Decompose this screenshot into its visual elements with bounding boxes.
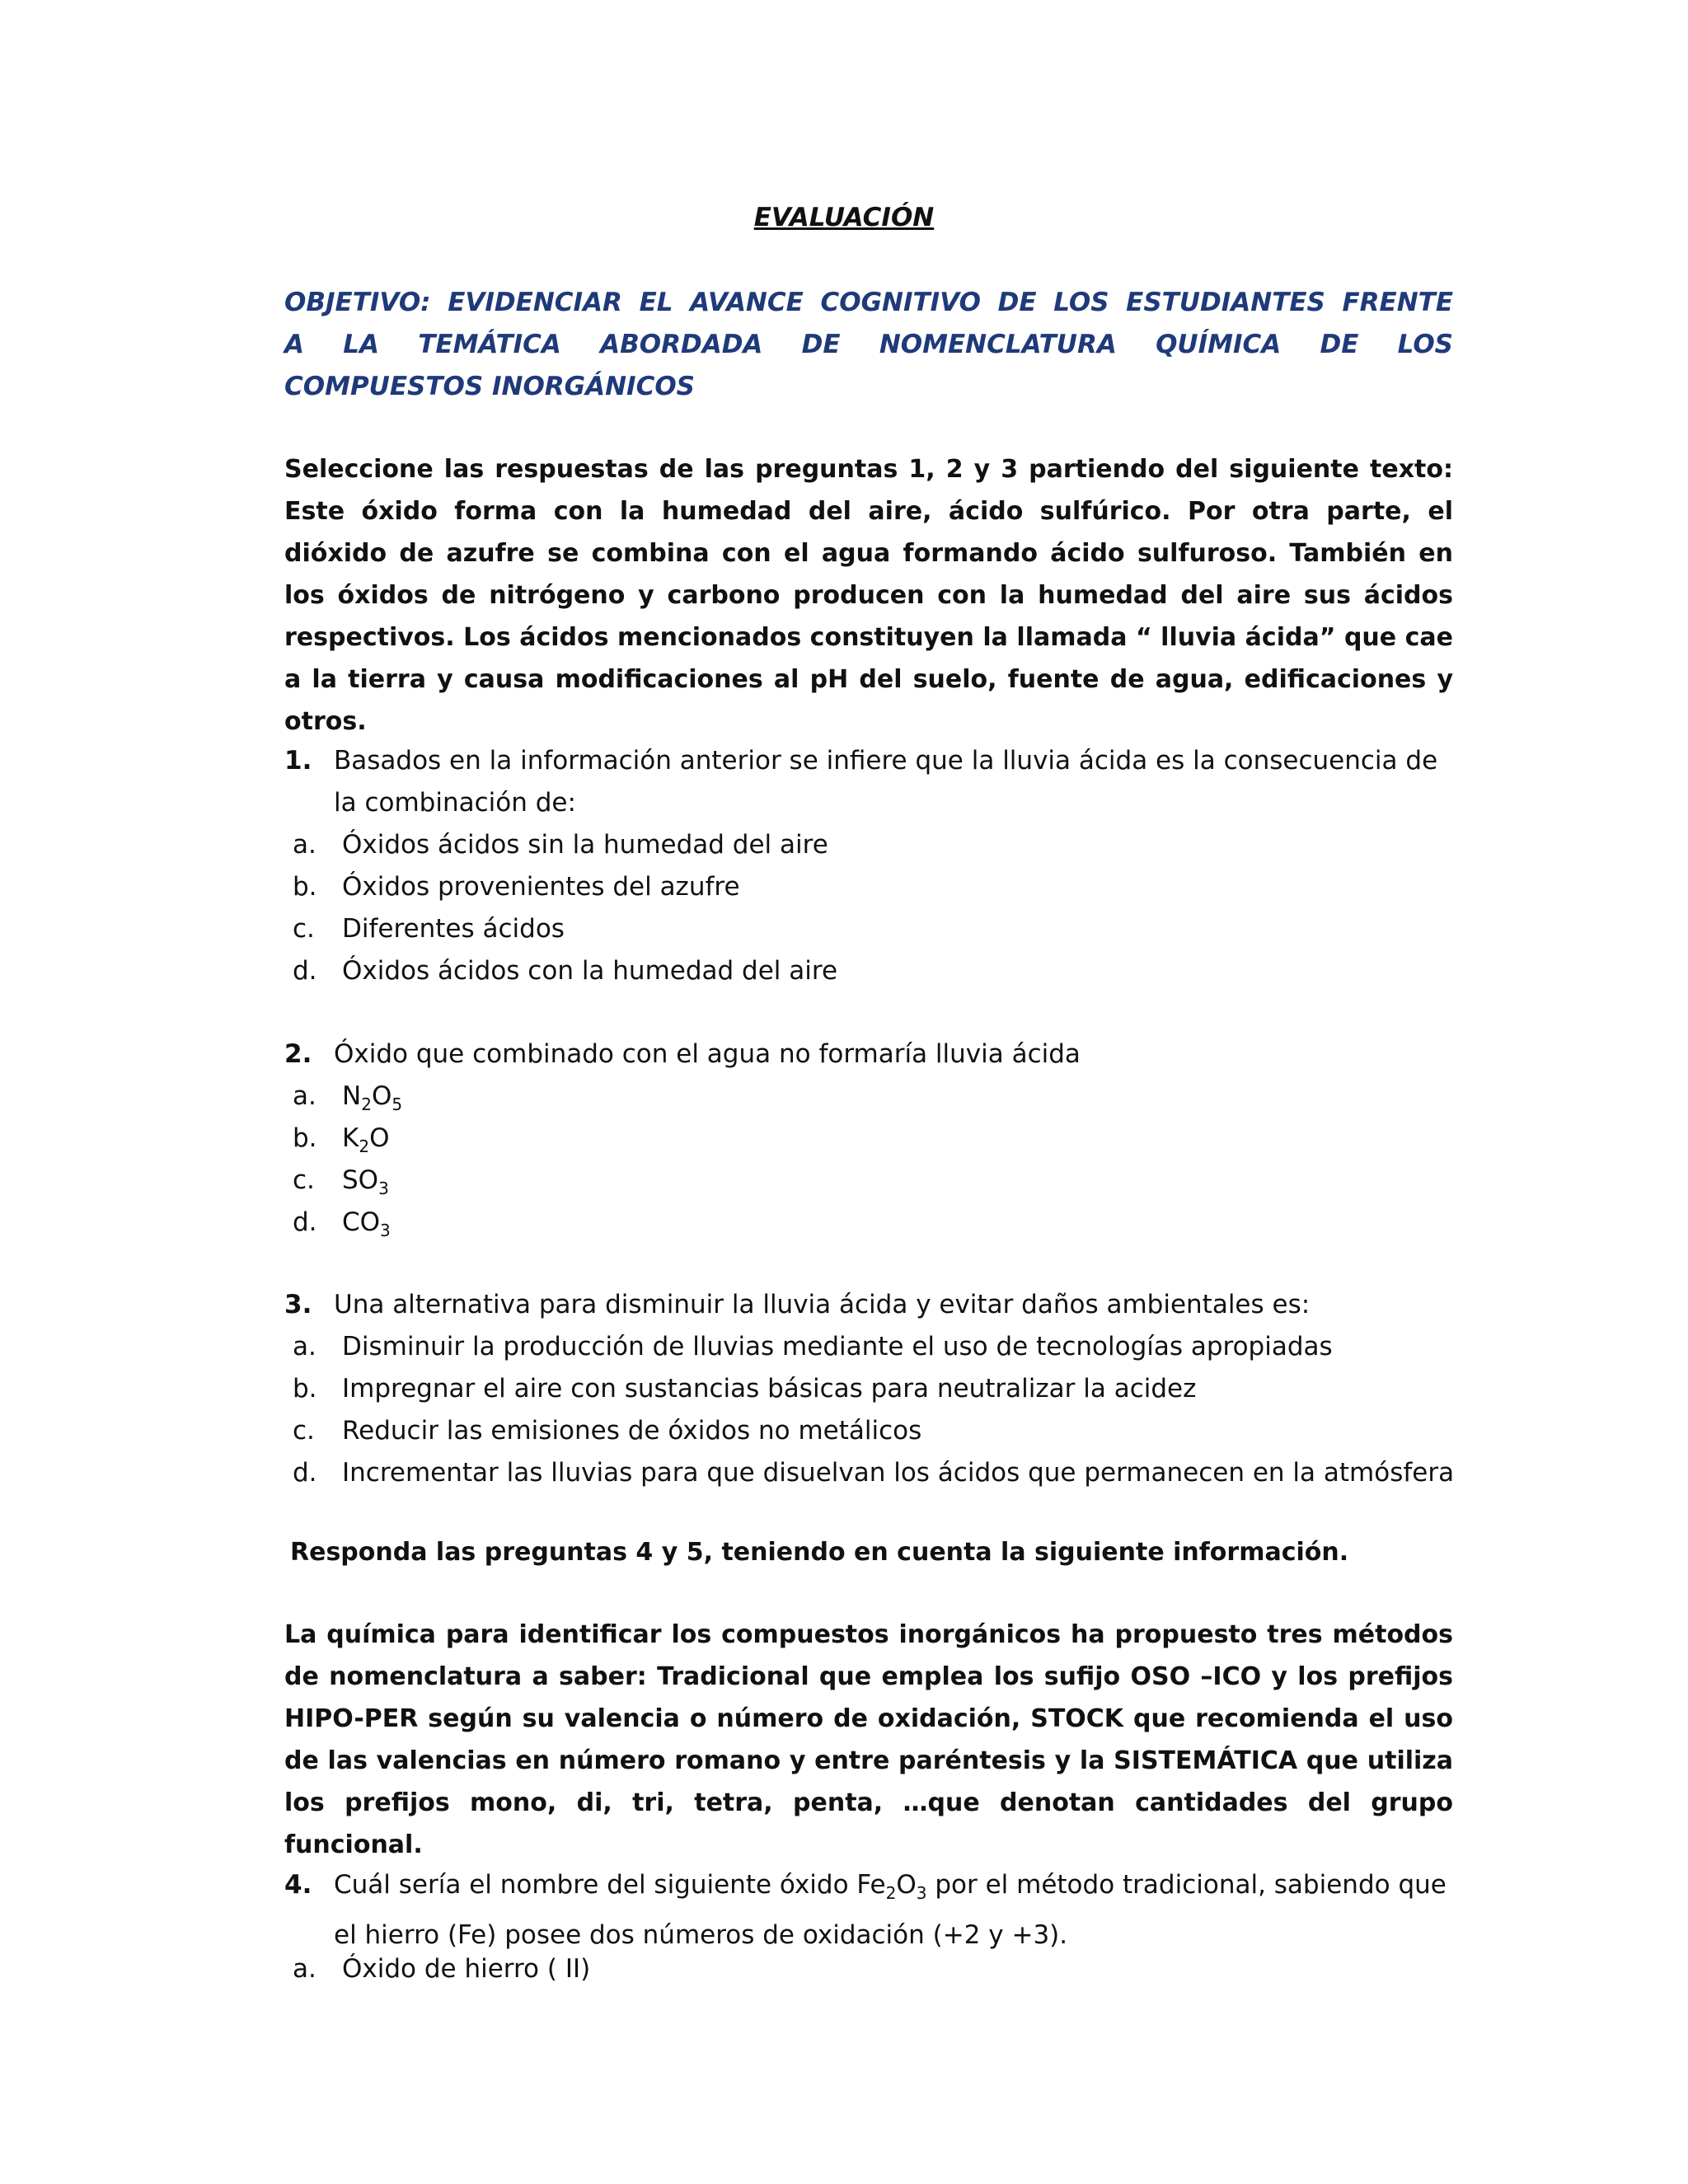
question-2 <box>284 1033 1455 1076</box>
option-text: Incrementar las lluvias para que disuelvan los ácidos que permanecen en la atmósfera <box>342 1458 1455 1488</box>
question-4 <box>284 1864 1455 1957</box>
reading-passage-2: La química para identificar los compuestos inorgánicos ha propuesto tres métodos de nomenclatura a saber: Tradicional que emplea los sufijo OSO –ICO y los prefijos HIPO-PER según su valencia o número de oxidación, STOCK que recomienda el uso de las valencias en número romano y entre paréntesis y la SISTEMÁTICA que utiliza los prefijos mono, di, tri, tetra, penta, …que denotan cantidades del grupo funcional. <box>284 1620 1453 1859</box>
option-letter: d. <box>293 1207 317 1237</box>
question-text: Basados en la información anterior se infiere que la lluvia ácida es la consecuencia de la combinación de: <box>334 746 1438 818</box>
answer-option[interactable] <box>293 1452 1463 1494</box>
page-title: EVALUACIÓN <box>753 203 935 232</box>
option-text: Impregnar el aire con sustancias básicas para neutralizar la acidez <box>342 1374 1197 1404</box>
objective-line: COMPUESTOS INORGÁNICOS <box>284 372 696 401</box>
option-text: Óxidos ácidos con la humedad del aire <box>342 956 838 986</box>
answer-option[interactable] <box>293 1326 1463 1368</box>
option-letter: b. <box>293 1123 317 1153</box>
question-3-options <box>293 1326 1463 1494</box>
question-number: 4. <box>284 1870 312 1900</box>
option-letter: d. <box>293 956 317 986</box>
chemical-formula: $N_2O_5$ <box>342 1081 403 1115</box>
option-text: Disminuir la producción de lluvias mediante el uso de tecnologías apropiadas <box>342 1332 1333 1361</box>
chemical-formula: $SO_3$ <box>342 1165 389 1199</box>
question-number: 2. <box>284 1039 312 1069</box>
question-text: Una alternativa para disminuir la lluvia ácida y evitar daños ambientales es: <box>334 1290 1311 1319</box>
answer-option[interactable] <box>293 1410 1463 1452</box>
answer-option[interactable] <box>293 1948 1463 1990</box>
option-letter: c. <box>293 1416 315 1446</box>
question-2-options <box>293 1076 1463 1244</box>
question-1-options <box>293 824 1463 992</box>
option-letter: a. <box>293 1081 316 1111</box>
question-number: 3. <box>284 1290 312 1319</box>
answer-option[interactable] <box>293 908 1463 950</box>
answer-option[interactable] <box>293 950 1463 992</box>
objective-line: A LA TEMÁTICA ABORDADA DE NOMENCLATURA QUÍMICA DE LOS <box>284 330 1453 359</box>
question-number: 1. <box>284 746 312 776</box>
answer-option[interactable] <box>293 1076 1463 1118</box>
chemical-formula: $CO_3$ <box>342 1207 391 1241</box>
option-letter: a. <box>293 830 316 860</box>
option-letter: a. <box>293 1332 316 1361</box>
option-text: Óxidos ácidos sin la humedad del aire <box>342 830 828 860</box>
answer-option[interactable] <box>293 1202 1463 1244</box>
option-text: Óxido de hierro ( II) <box>342 1954 591 1984</box>
chemical-formula: $K_2O$ <box>342 1123 390 1157</box>
objective-line: OBJETIVO: EVIDENCIAR EL AVANCE COGNITIVO DE LOS ESTUDIANTES FRENTE <box>284 288 1453 317</box>
answer-option[interactable] <box>293 1118 1463 1160</box>
option-letter: b. <box>293 1374 317 1404</box>
option-letter: a. <box>293 1954 316 1984</box>
option-letter: c. <box>293 914 315 944</box>
objective-block <box>284 282 1453 408</box>
option-text: Diferentes ácidos <box>342 914 565 944</box>
option-text: Reducir las emisiones de óxidos no metálicos <box>342 1416 922 1446</box>
answer-option[interactable] <box>293 1160 1463 1202</box>
question-4-options <box>293 1948 1463 1990</box>
answer-option[interactable] <box>293 824 1463 866</box>
question-text: Cuál sería el nombre del siguiente óxido $Fe_2O_3$ por el método tradicional, sabiendo que el hierro (Fe) posee dos números de oxidación (+2 y +3). <box>334 1870 1447 1951</box>
question-1 <box>284 740 1455 824</box>
option-letter: b. <box>293 872 317 902</box>
answer-option[interactable] <box>293 866 1463 908</box>
instruction-heading: Responda las preguntas 4 y 5, teniendo en cuenta la siguiente información. <box>290 1538 1349 1567</box>
option-letter: d. <box>293 1458 317 1488</box>
option-text: Óxidos provenientes del azufre <box>342 872 740 902</box>
reading-passage-1: Seleccione las respuestas de las preguntas 1, 2 y 3 partiendo del siguiente texto: Este óxido forma con la humedad del aire, ácido sulfúrico. Por otra parte, el dióxido de azufre se combina con el agua formando ácido sulfuroso. También en los óxidos de nitrógeno y carbono producen con la humedad del aire sus ácidos respectivos. Los ácidos mencionados constituyen la llamada “ lluvia ácida” que cae a la tierra y causa modificaciones al pH del suelo, fuente de agua, edificaciones y otros. <box>284 455 1453 736</box>
question-3 <box>284 1284 1455 1326</box>
option-letter: c. <box>293 1165 315 1195</box>
question-text: Óxido que combinado con el agua no formaría lluvia ácida <box>334 1039 1081 1069</box>
answer-option[interactable] <box>293 1368 1463 1410</box>
